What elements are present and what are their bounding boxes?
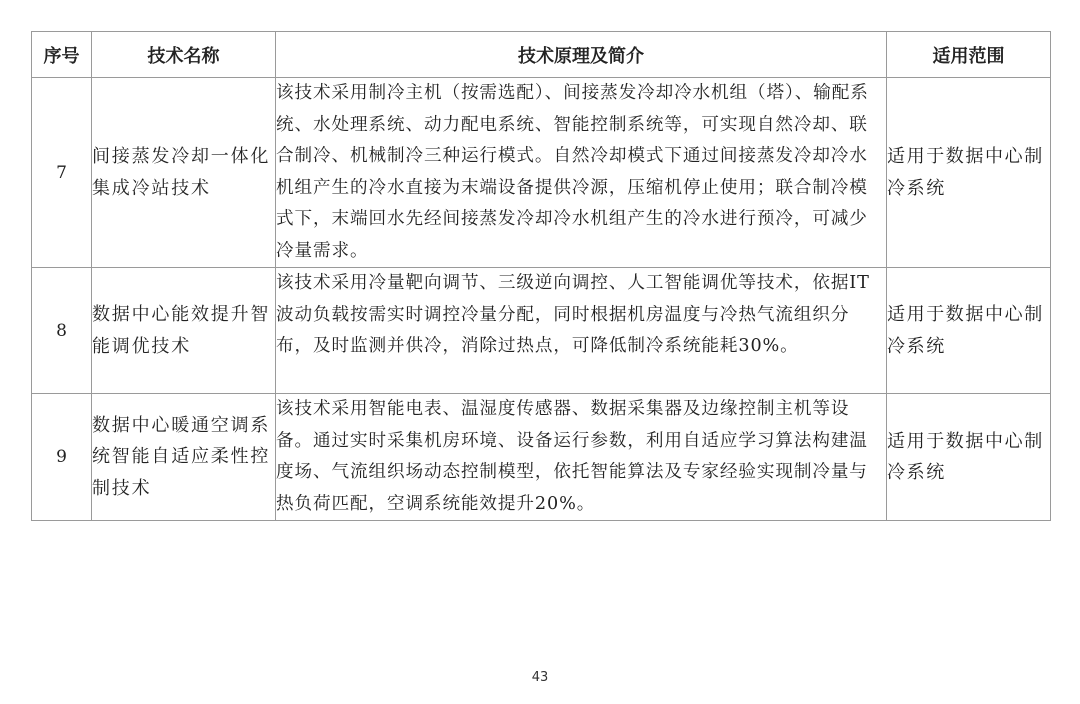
header-tech-principle: 技术原理及简介 (276, 32, 887, 78)
header-tech-name: 技术名称 (92, 32, 276, 78)
header-scope: 适用范围 (887, 32, 1051, 78)
row-tech-name: 数据中心暖通空调系统智能自适应柔性控制技术 (92, 394, 276, 521)
table-header-row (32, 32, 1051, 78)
row-serial: 8 (32, 268, 92, 394)
row-tech-description: 该技术采用冷量靶向调节、三级逆向调控、人工智能调优等技术，依据IT波动负载按需实时调控冷量分配，同时根据机房温度与冷热气流组织分布，及时监测并供冷，消除过热点，可降低制冷系统能耗30%。 (276, 268, 887, 394)
row-tech-description: 该技术采用制冷主机（按需选配）、间接蒸发冷却冷水机组（塔）、输配系统、水处理系统、动力配电系统、智能控制系统等，可实现自然冷却、联合制冷、机械制冷三种运行模式。自然冷却模式下通过间接蒸发冷却冷水机组产生的冷水直接为末端设备提供冷源，压缩机停止使用；联合制冷模式下，末端回水先经间接蒸发冷却冷水机组产生的冷水进行预冷，可减少冷量需求。 (276, 78, 887, 268)
table-row (32, 78, 1051, 268)
table-row (32, 268, 1051, 394)
technology-table (31, 31, 1051, 521)
row-scope: 适用于数据中心制冷系统 (887, 268, 1051, 394)
row-tech-description: 该技术采用智能电表、温湿度传感器、数据采集器及边缘控制主机等设备。通过实时采集机房环境、设备运行参数，利用自适应学习算法构建温度场、气流组织场动态控制模型，依托智能算法及专家经验实现制冷量与热负荷匹配，空调系统能效提升20%。 (276, 394, 887, 521)
row-tech-name: 间接蒸发冷却一体化集成冷站技术 (92, 78, 276, 268)
table-row (32, 394, 1051, 521)
row-serial: 7 (32, 78, 92, 268)
header-serial: 序号 (32, 32, 92, 78)
row-serial: 9 (32, 394, 92, 521)
page-number: 43 (531, 670, 549, 685)
row-tech-name: 数据中心能效提升智能调优技术 (92, 268, 276, 394)
row-scope: 适用于数据中心制冷系统 (887, 78, 1051, 268)
row-scope: 适用于数据中心制冷系统 (887, 394, 1051, 521)
